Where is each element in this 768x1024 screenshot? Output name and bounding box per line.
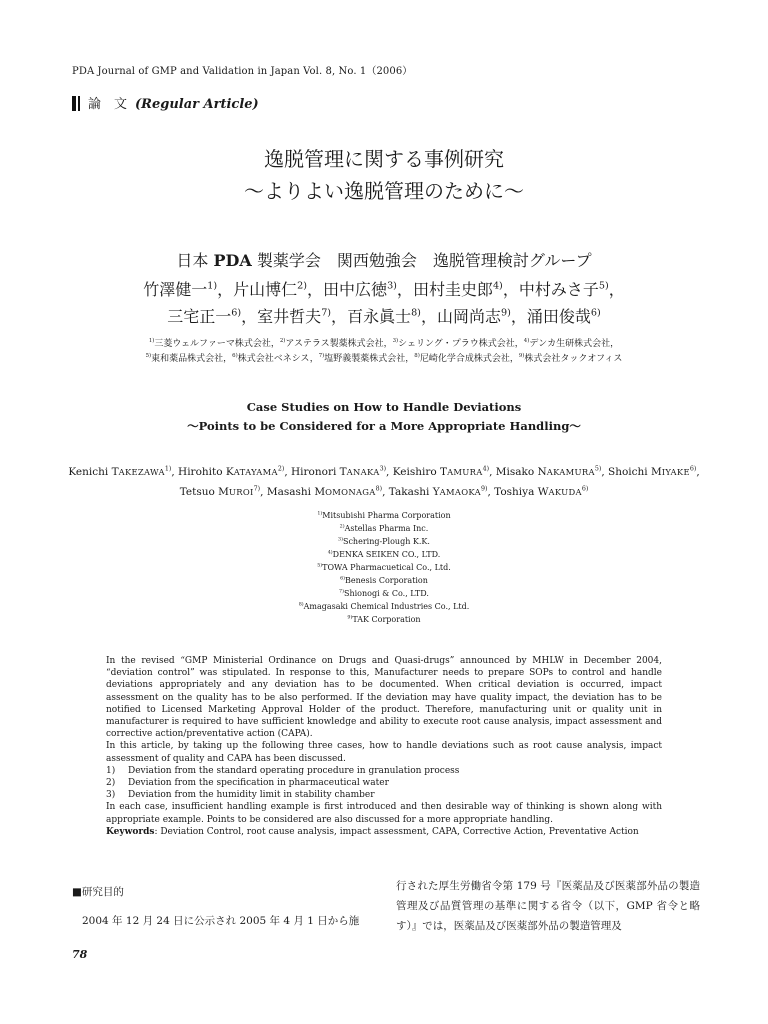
affiliation-en-item bbox=[0, 522, 768, 535]
author-separator: ， bbox=[331, 307, 348, 326]
case-number: 3) bbox=[106, 790, 116, 801]
author-last-rest: UROI bbox=[228, 487, 254, 497]
affiliation-name: デンカ生研株式会社， bbox=[529, 339, 620, 349]
author-affil-mark: 9) bbox=[480, 485, 488, 493]
author-last-initial: N bbox=[537, 466, 547, 478]
affiliation-name: 三菱ウェルファーマ株式会社， bbox=[154, 339, 280, 349]
author-last-rest: AKAMURA bbox=[546, 467, 595, 477]
author-separator: ， bbox=[307, 280, 324, 299]
author-affil-mark: 9) bbox=[500, 307, 511, 319]
section-heading: ■研究目的 bbox=[72, 886, 124, 898]
affiliation-name: Amagasaki Chemical Industries Co., Ltd. bbox=[303, 602, 470, 611]
affiliation-name: 塩野義製薬株式会社， bbox=[324, 354, 415, 364]
author-first-name: Hironori bbox=[291, 466, 340, 478]
author-first-name: Kenichi bbox=[68, 466, 112, 478]
affiliation-name: シェリング・プラウ株式会社， bbox=[398, 339, 524, 349]
journal-header: PDA Journal of GMP and Validation in Japan Vol. 8, No. 1（2006） bbox=[72, 66, 413, 77]
author-name: 三宅正一 bbox=[167, 307, 232, 326]
author-last-rest: AMURA bbox=[447, 467, 483, 477]
affiliation-mark: 9) bbox=[518, 353, 525, 359]
author-separator: ， bbox=[420, 307, 437, 326]
article-type-jp: 論 文 bbox=[88, 97, 128, 112]
authors-jp-line-1 bbox=[0, 277, 768, 300]
affiliation-en-item bbox=[0, 574, 768, 587]
affiliation-name: Mitsubishi Pharma Corporation bbox=[322, 511, 451, 520]
abstract-paragraph-3: In each case, insufficient handling example is first introduced and then desirable way of thinking is shown along with appropriate example. Points to be considered are also discussed for a more appropriate handling. bbox=[106, 802, 662, 825]
affiliation-mark: 5) bbox=[317, 563, 323, 569]
authors-jp-line-2 bbox=[0, 304, 768, 327]
page-number: 78 bbox=[72, 948, 88, 961]
authors-en-line-2 bbox=[0, 486, 768, 498]
author-separator: ， bbox=[217, 280, 234, 299]
author-name: 竹澤健一 bbox=[143, 280, 208, 299]
affiliation-mark: 5) bbox=[145, 353, 152, 359]
affiliation-mark: 8) bbox=[414, 353, 420, 359]
article-type-en: (Regular Article) bbox=[135, 97, 259, 112]
affiliation-name: 株式会社ベネシス， bbox=[237, 354, 319, 364]
author-last-initial: M bbox=[218, 486, 229, 498]
author-last-rest: IYAKE bbox=[661, 467, 690, 477]
author-last-rest: ANAKA bbox=[346, 467, 380, 477]
author-affil-mark: 6) bbox=[581, 485, 589, 493]
author-affil-mark: 4) bbox=[482, 465, 490, 473]
affiliation-name: アステラス製薬株式会社， bbox=[285, 339, 393, 349]
author-affil-mark: 4) bbox=[492, 280, 503, 292]
affiliation-name: TAK Corporation bbox=[352, 615, 421, 624]
author-last-rest: AKEZAWA bbox=[118, 467, 165, 477]
author-affil-mark: 8) bbox=[411, 307, 421, 319]
author-first-name: Keishiro bbox=[392, 466, 441, 478]
author-last-initial: M bbox=[314, 486, 326, 498]
author-separator: , bbox=[284, 466, 291, 478]
author-affil-mark: 2) bbox=[277, 465, 285, 473]
affiliations-jp-line-2 bbox=[0, 351, 768, 364]
affiliation-mark: 4) bbox=[523, 338, 530, 344]
affiliation-en-item bbox=[0, 509, 768, 522]
affiliation-mark: 6) bbox=[232, 353, 238, 359]
article-type-marker-thin bbox=[78, 96, 80, 111]
abstract-case-item bbox=[106, 789, 662, 801]
abstract bbox=[106, 655, 662, 838]
affiliation-mark: 8) bbox=[298, 602, 304, 608]
title-en-line-1: Case Studies on How to Handle Deviations bbox=[246, 400, 522, 414]
author-name: 百永眞士 bbox=[347, 307, 412, 326]
author-name: 田村圭史郎 bbox=[412, 280, 493, 299]
affiliation-name: Astellas Pharma Inc. bbox=[344, 524, 429, 533]
affiliation-name: 尼崎化学合成株式会社， bbox=[419, 354, 519, 364]
author-group-prefix: 日本 bbox=[176, 251, 209, 270]
title-jp-line-1: 逸脱管理に関する事例研究 bbox=[264, 147, 504, 171]
affiliation-mark: 3) bbox=[338, 537, 343, 543]
author-last-rest: OMONAGA bbox=[325, 487, 376, 497]
author-affil-mark: 5) bbox=[598, 280, 609, 292]
affiliation-mark: 3) bbox=[392, 338, 399, 344]
affiliation-mark: 4) bbox=[327, 550, 333, 556]
author-first-name: Takashi bbox=[388, 486, 433, 498]
author-separator: , bbox=[260, 486, 267, 498]
abstract-paragraph-1: In the revised “GMP Ministerial Ordinance on Drugs and Quasi-drugs” announced by MHLW in December 2004, “deviation control” was stipulated. In response to this, Manufacturer needs to prepare SOPs to control and handle deviations appropriately and any deviation has to be documented. When critical deviation is occurred, impact assessment on the quality has to be also performed. If the deviation may have quality impact, the deviation has to be notified to Licensed Marketing Approval Holder of the product. Therefore, manufacturing unit or quality unit in manufacturer is required to have sufficient knowledge and ability to execute root cause analysis, impact assessment and corrective action/preventative action (CAPA). bbox=[106, 656, 662, 740]
author-separator: , bbox=[489, 466, 496, 478]
author-affil-mark: 3) bbox=[387, 280, 397, 292]
author-name: 室井哲夫 bbox=[257, 307, 322, 326]
affiliation-en-item bbox=[0, 613, 768, 626]
affiliation-name: TOWA Pharmacuetical Co., Ltd. bbox=[322, 563, 451, 572]
affiliation-en-item bbox=[0, 548, 768, 561]
article-type bbox=[72, 93, 259, 112]
affiliation-mark: 7) bbox=[339, 589, 344, 595]
author-last-initial: W bbox=[537, 486, 549, 498]
affiliation-name: 株式会社タックオフィス bbox=[524, 354, 623, 364]
author-last-initial: Y bbox=[432, 486, 440, 498]
affiliation-name: Schering-Plough K.K. bbox=[342, 537, 430, 546]
affiliation-mark: 1) bbox=[148, 338, 155, 344]
title-en-line-2: 〜Points to be Considered for a More Appropriate Handling〜 bbox=[187, 419, 581, 433]
case-text: Deviation from the specification in pharmaceutical water bbox=[128, 778, 389, 789]
author-name: 片山博仁 bbox=[233, 280, 298, 299]
author-first-name: Misako bbox=[495, 466, 538, 478]
author-group bbox=[0, 248, 768, 271]
affiliation-en-item bbox=[0, 600, 768, 613]
author-separator: , bbox=[487, 486, 495, 498]
author-separator: ， bbox=[608, 280, 625, 299]
author-last-rest: AKUDA bbox=[548, 487, 582, 497]
affiliation-mark: 7) bbox=[318, 353, 325, 359]
author-affil-mark: 6) bbox=[689, 465, 697, 473]
author-affil-mark: 6) bbox=[231, 307, 242, 319]
title-jp-line-2: 〜よりよい逸脱管理のために〜 bbox=[244, 179, 524, 203]
case-number: 2) bbox=[106, 778, 116, 789]
author-separator: ， bbox=[502, 280, 519, 299]
case-number: 1) bbox=[106, 765, 116, 776]
author-last-rest: AMAOKA bbox=[439, 487, 481, 497]
author-affil-mark: 7) bbox=[321, 307, 332, 319]
author-group-pda: PDA bbox=[213, 251, 252, 270]
affiliation-mark: 1) bbox=[317, 511, 323, 517]
body-text-right: 行された厚生労働省令第 179 号『医薬品及び医薬部外品の製造管理及び品質管理の基準に関する省令（以下，GMP 省令と略す）』では，医薬品及び医薬部外品の製造管理及 bbox=[396, 880, 700, 932]
author-name: 涌田俊哉 bbox=[526, 307, 591, 326]
author-affil-mark: 5) bbox=[594, 465, 602, 473]
author-separator: , bbox=[696, 466, 700, 478]
author-affil-mark: 7) bbox=[253, 485, 261, 493]
author-separator: ， bbox=[510, 307, 527, 326]
affiliation-mark: 2) bbox=[279, 338, 286, 344]
affiliation-en-item bbox=[0, 535, 768, 548]
author-last-initial: M bbox=[650, 466, 662, 478]
abstract-case-item bbox=[106, 777, 662, 789]
author-name: 田中広徳 bbox=[323, 280, 388, 299]
keywords-label: Keywords bbox=[106, 826, 155, 837]
author-separator: , bbox=[386, 466, 393, 478]
author-first-name: Masashi bbox=[266, 486, 315, 498]
author-separator: , bbox=[382, 486, 389, 498]
author-name: 山岡尚志 bbox=[436, 307, 501, 326]
author-separator: , bbox=[601, 466, 608, 478]
author-last-rest: ATAYAMA bbox=[233, 467, 278, 477]
affiliations-en bbox=[0, 509, 768, 626]
author-affil-mark: 2) bbox=[297, 280, 308, 292]
author-name: 中村みさ子 bbox=[518, 280, 599, 299]
abstract-keywords bbox=[106, 826, 662, 838]
affiliation-name: DENKA SEIKEN CO., LTD. bbox=[332, 550, 441, 559]
body-text-left: 2004 年 12 月 24 日に公示され 2005 年 4 月 1 日から施 bbox=[82, 915, 360, 927]
author-separator: , bbox=[171, 466, 179, 478]
affiliation-mark: 9) bbox=[347, 615, 353, 621]
author-first-name: Shoichi bbox=[608, 466, 651, 478]
author-first-name: Hirohito bbox=[178, 466, 226, 478]
author-last-initial: K bbox=[225, 466, 234, 478]
author-last-initial: T bbox=[440, 466, 448, 478]
abstract-case-item bbox=[106, 765, 662, 777]
affiliation-name: Benesis Corporation bbox=[345, 576, 428, 585]
affiliation-en-item bbox=[0, 587, 768, 600]
author-affil-mark: 3) bbox=[379, 465, 387, 473]
author-last-initial: T bbox=[111, 466, 119, 478]
article-type-marker bbox=[72, 96, 76, 111]
affiliation-mark: 2) bbox=[339, 524, 345, 530]
case-text: Deviation from the standard operating procedure in granulation process bbox=[128, 765, 460, 776]
author-separator: ， bbox=[396, 280, 413, 299]
author-last-initial: T bbox=[339, 466, 347, 478]
keywords-text: : Deviation Control, root cause analysis, impact assessment, CAPA, Corrective Action, Preventative Action bbox=[154, 826, 639, 837]
affiliation-name: 東和薬品株式会社， bbox=[151, 354, 233, 364]
author-separator: ， bbox=[241, 307, 258, 326]
authors-en-line-1 bbox=[0, 466, 768, 478]
author-affil-mark: 1) bbox=[164, 465, 172, 473]
author-first-name: Toshiya bbox=[494, 486, 538, 498]
author-affil-mark: 1) bbox=[207, 280, 218, 292]
affiliation-mark: 6) bbox=[340, 576, 346, 582]
abstract-paragraph-2: In this article, by taking up the following three cases, how to handle deviations such as root cause analysis, impact assessment of quality and CAPA has been discussed. bbox=[106, 741, 662, 764]
affiliation-name: Shionogi & Co., LTD. bbox=[343, 589, 429, 598]
author-affil-mark: 8) bbox=[375, 485, 383, 493]
author-affil-mark: 6) bbox=[590, 307, 601, 319]
author-first-name: Tetsuo bbox=[179, 486, 219, 498]
author-group-rest: 製薬学会 関西勉強会 逸脱管理検討グループ bbox=[256, 251, 592, 270]
case-text: Deviation from the humidity limit in stability chamber bbox=[128, 790, 375, 801]
abstract-case-list bbox=[106, 765, 662, 802]
affiliations-jp-line-1 bbox=[0, 336, 768, 349]
affiliation-en-item bbox=[0, 561, 768, 574]
